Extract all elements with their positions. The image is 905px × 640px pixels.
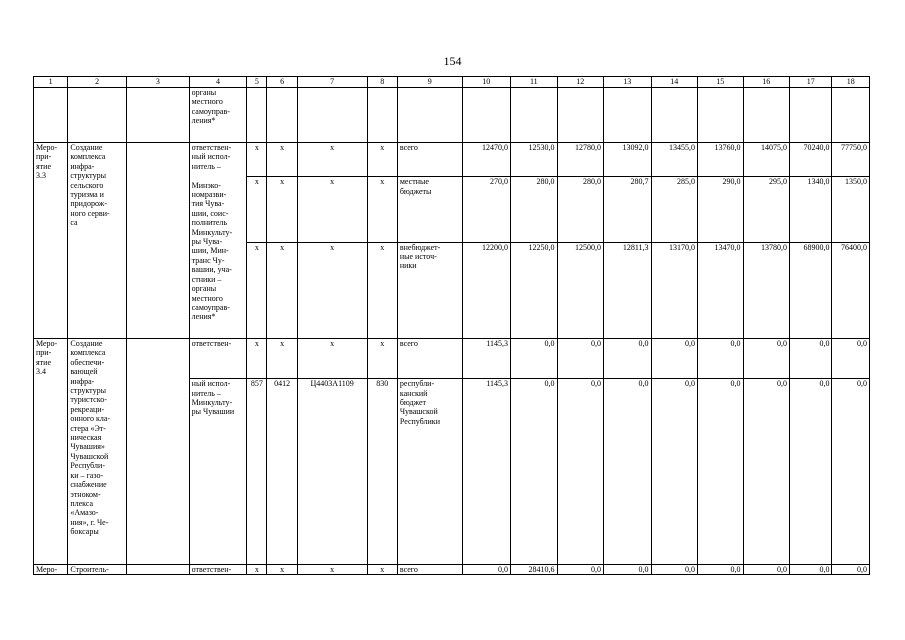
value-cell: 12500,0 <box>557 242 604 338</box>
measure-title: Создание комплекса обеспечи- вающей инфра- структуры туристско- рекреаци- онного кла- стера «Эт- ническая Чувашия» Чувашской Республи- ки – газо- снабжение этноком- плекса «Амазо- ния», г. Че- боксары <box>68 339 127 565</box>
value-cell: 0,0 <box>651 379 698 565</box>
value-cell: 0,0 <box>698 339 743 379</box>
value-cell: 0,0 <box>651 339 698 379</box>
header-cell: 9 <box>397 77 462 88</box>
value-cell: 12530,0 <box>511 143 558 177</box>
code-cell: х <box>267 143 297 177</box>
value-cell: 0,0 <box>832 565 870 575</box>
source-cell: внебюджет- ные источ- ники <box>397 242 462 338</box>
code-cell: х <box>267 177 297 242</box>
header-cell: 15 <box>698 77 743 88</box>
code-cell: 830 <box>367 379 397 565</box>
table-row <box>34 88 870 143</box>
header-cell: 5 <box>247 77 267 88</box>
code-cell: х <box>297 177 367 242</box>
budget-table <box>33 76 870 575</box>
code-cell: х <box>267 565 297 575</box>
value-cell: 12250,0 <box>511 242 558 338</box>
header-cell: 11 <box>511 77 558 88</box>
header-cell: 3 <box>126 77 189 88</box>
header-row <box>34 77 870 88</box>
table-row <box>34 565 870 575</box>
value-cell: 13780,0 <box>743 242 790 338</box>
header-cell: 1 <box>34 77 68 88</box>
value-cell: 0,0 <box>557 339 604 379</box>
code-cell: х <box>367 177 397 242</box>
value-cell: 1145,3 <box>462 379 511 565</box>
value-cell: 0,0 <box>832 379 870 565</box>
source-cell: республи- канский бюджет Чувашской Республики <box>397 379 462 565</box>
source-cell: местные бюджеты <box>397 177 462 242</box>
table-row <box>34 339 870 379</box>
source-cell: всего <box>397 565 462 575</box>
value-cell: 13092,0 <box>604 143 652 177</box>
value-cell: 70240,0 <box>790 143 832 177</box>
value-cell: 0,0 <box>557 379 604 565</box>
value-cell: 14075,0 <box>743 143 790 177</box>
value-cell: 13470,0 <box>698 242 743 338</box>
code-cell: х <box>367 339 397 379</box>
header-cell: 12 <box>557 77 604 88</box>
value-cell: 0,0 <box>604 339 652 379</box>
code-cell: х <box>247 143 267 177</box>
header-cell: 4 <box>189 77 247 88</box>
value-cell: 0,0 <box>604 565 652 575</box>
value-cell: 0,0 <box>698 565 743 575</box>
code-cell: х <box>247 177 267 242</box>
value-cell: 0,0 <box>743 339 790 379</box>
value-cell: 280,7 <box>604 177 652 242</box>
value-cell: 0,0 <box>698 379 743 565</box>
measure-label: Меро- при- ятие 3.3 <box>34 143 68 339</box>
value-cell: 0,0 <box>604 379 652 565</box>
value-cell: 12200,0 <box>462 242 511 338</box>
value-cell: 295,0 <box>743 177 790 242</box>
header-cell: 14 <box>651 77 698 88</box>
executor-cell: ответствен- <box>189 565 247 575</box>
value-cell: 0,0 <box>790 339 832 379</box>
executor-cell: органы местного самоуправ- ления* <box>189 88 247 143</box>
value-cell: 1350,0 <box>832 177 870 242</box>
value-cell: 0,0 <box>511 379 558 565</box>
code-cell: х <box>367 565 397 575</box>
value-cell: 13760,0 <box>698 143 743 177</box>
value-cell: 12470,0 <box>462 143 511 177</box>
header-cell: 6 <box>267 77 297 88</box>
value-cell: 77750,0 <box>832 143 870 177</box>
value-cell: 12811,3 <box>604 242 652 338</box>
header-cell: 8 <box>367 77 397 88</box>
code-cell: х <box>297 242 367 338</box>
header-cell: 7 <box>297 77 367 88</box>
code-cell: 0412 <box>267 379 297 565</box>
header-cell: 18 <box>832 77 870 88</box>
value-cell: 0,0 <box>790 565 832 575</box>
code-cell: х <box>367 143 397 177</box>
value-cell: 1145,3 <box>462 339 511 379</box>
value-cell: 1340,0 <box>790 177 832 242</box>
value-cell: 0,0 <box>790 379 832 565</box>
measure-title: Строитель- <box>68 565 127 575</box>
value-cell: 290,0 <box>698 177 743 242</box>
value-cell: 0,0 <box>462 565 511 575</box>
source-cell: всего <box>397 339 462 379</box>
code-cell: х <box>247 339 267 379</box>
code-cell: х <box>267 242 297 338</box>
value-cell: 0,0 <box>743 565 790 575</box>
header-cell: 13 <box>604 77 652 88</box>
header-cell: 10 <box>462 77 511 88</box>
value-cell: 285,0 <box>651 177 698 242</box>
code-cell: х <box>247 565 267 575</box>
measure-title: Создание комплекса инфра- структуры сельского туризма и придорож- ного серви- са <box>68 143 127 339</box>
code-cell: х <box>297 143 367 177</box>
code-cell: х <box>247 242 267 338</box>
value-cell: 76400,0 <box>832 242 870 338</box>
value-cell: 0,0 <box>557 565 604 575</box>
header-cell: 17 <box>790 77 832 88</box>
value-cell: 270,0 <box>462 177 511 242</box>
value-cell: 0,0 <box>743 379 790 565</box>
value-cell: 0,0 <box>651 565 698 575</box>
value-cell: 280,0 <box>557 177 604 242</box>
header-cell: 2 <box>68 77 127 88</box>
code-cell: х <box>297 565 367 575</box>
executor-cell: ный испол- нитель – Минкульту- ры Чувашии <box>189 379 247 565</box>
value-cell: 13170,0 <box>651 242 698 338</box>
code-cell: х <box>297 339 367 379</box>
value-cell: 280,0 <box>511 177 558 242</box>
value-cell: 68900,0 <box>790 242 832 338</box>
code-cell: Ц4403А1109 <box>297 379 367 565</box>
code-cell: х <box>267 339 297 379</box>
source-cell: всего <box>397 143 462 177</box>
value-cell: 0,0 <box>511 339 558 379</box>
executor-cell: ответствен- <box>189 339 247 379</box>
header-cell: 16 <box>743 77 790 88</box>
measure-label: Меро- <box>34 565 68 575</box>
code-cell: х <box>367 242 397 338</box>
table-row <box>34 143 870 177</box>
value-cell: 0,0 <box>832 339 870 379</box>
measure-label: Меро- при- ятие 3.4 <box>34 339 68 565</box>
value-cell: 12780,0 <box>557 143 604 177</box>
value-cell: 28410,6 <box>511 565 558 575</box>
page-number: 154 <box>443 54 462 68</box>
executor-cell: ответствен- ный испол- нитель – Минэко- номразви- тия Чува- шии, соис- полнитель Минкульту- ры Чува- шии, Мин- транс Чу- вашии, уча- стники – органы местного самоуправ- ления* <box>189 143 247 339</box>
value-cell: 13455,0 <box>651 143 698 177</box>
code-cell: 857 <box>247 379 267 565</box>
